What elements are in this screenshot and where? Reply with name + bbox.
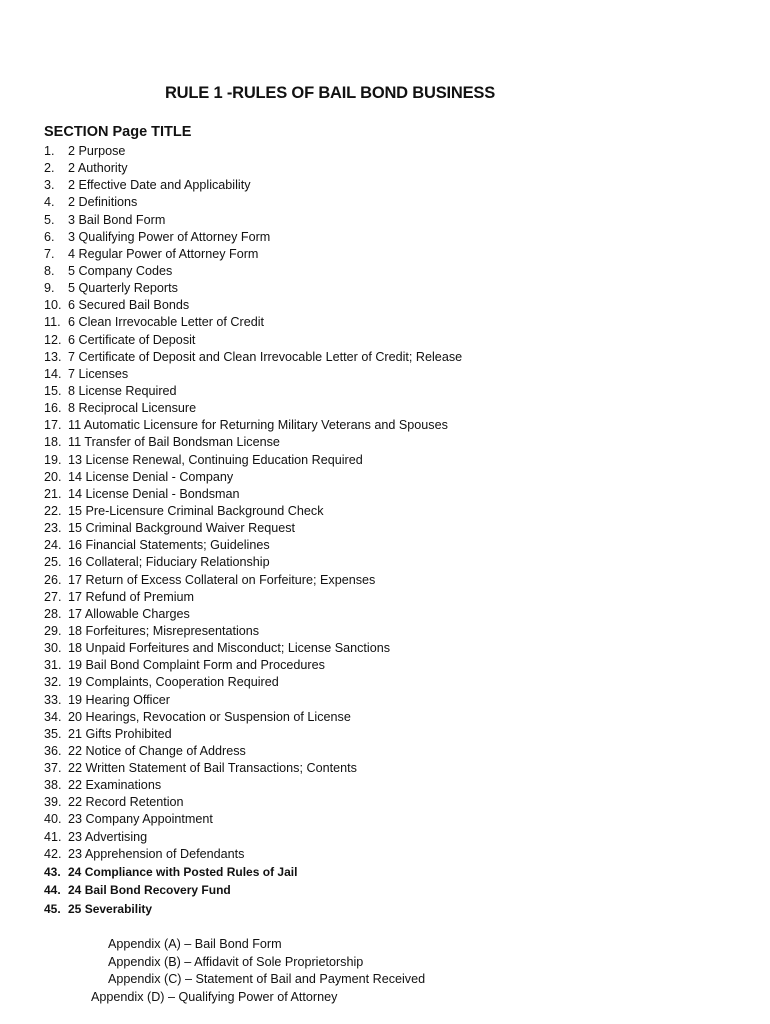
toc-item-page: 19 <box>68 675 83 690</box>
toc-item <box>44 400 462 417</box>
toc-item-title: Authority <box>77 161 128 176</box>
toc-item <box>44 589 462 606</box>
toc-item-page: 20 <box>68 709 83 724</box>
toc-item-title: Unpaid Forfeitures and Misconduct; License Sanctions <box>85 641 391 656</box>
toc-item-title: License Denial - Company <box>85 469 234 484</box>
toc-item-page: 2 <box>68 144 76 158</box>
toc-item <box>44 263 462 280</box>
toc-item <box>44 366 462 383</box>
toc-item-title: Bail Bond Form <box>78 212 166 227</box>
toc-item-number: 1. <box>44 144 55 158</box>
toc-item-number: 39. <box>44 795 62 810</box>
toc-item-title: Certificate of Deposit <box>78 332 196 347</box>
appendix-item: Appendix (D) – Qualifying Power of Attorney <box>91 989 338 1004</box>
toc-item-page: 22 <box>68 743 83 758</box>
toc-item-page: 18 <box>68 623 83 638</box>
toc-item <box>44 829 462 846</box>
toc-item <box>44 143 462 160</box>
toc-item-page: 8 <box>68 401 76 416</box>
toc-item <box>44 383 462 400</box>
toc-item <box>44 177 462 194</box>
toc-item-number: 8. <box>44 263 55 278</box>
toc-item-number: 14. <box>44 366 62 381</box>
toc-item-page: 25 <box>68 901 82 916</box>
toc-item-page: 4 <box>68 246 76 261</box>
toc-item-number: 7. <box>44 246 55 261</box>
toc-item-page: 22 <box>68 761 83 776</box>
toc-item-page: 17 <box>68 589 83 604</box>
section-heading: SECTION Page TITLE <box>44 124 192 140</box>
toc-item-title: Reciprocal Licensure <box>78 401 197 416</box>
toc-item-number: 34. <box>44 709 62 724</box>
toc-item-title: Transfer of Bail Bondsman License <box>84 435 280 450</box>
toc-item-page: 16 <box>68 555 83 570</box>
toc-item <box>44 349 462 366</box>
toc-item-number: 41. <box>44 829 62 844</box>
toc-item <box>44 554 462 571</box>
toc-item-title: Record Retention <box>85 795 184 810</box>
toc-item-page: 7 <box>68 349 76 364</box>
toc-item-number: 23. <box>44 521 62 536</box>
toc-item <box>44 520 462 537</box>
toc-item-page: 14 <box>68 486 83 501</box>
toc-item <box>44 486 462 503</box>
toc-item-page: 17 <box>68 606 83 621</box>
toc-item <box>44 212 462 229</box>
toc-item-page: 11 <box>68 435 82 450</box>
toc-item-page: 24 <box>68 864 82 879</box>
toc-item-number: 19. <box>44 452 62 467</box>
toc-item-page: 6 <box>68 332 76 347</box>
toc-item-title: Company Appointment <box>85 812 213 827</box>
toc-item-number: 33. <box>44 692 62 707</box>
toc-item-page: 21 <box>68 726 83 741</box>
toc-item <box>44 760 462 777</box>
toc-item-title: Collateral; Fiduciary Relationship <box>85 555 270 570</box>
toc-item-number: 3. <box>44 178 55 193</box>
toc-item-page: 3 <box>68 212 76 227</box>
toc-item-number: 35. <box>44 726 62 741</box>
toc-item-page: 6 <box>68 298 76 313</box>
toc-item-title: Forfeitures; Misrepresentations <box>85 623 260 638</box>
toc-item-title: Quarterly Reports <box>78 281 178 296</box>
toc-item-title: License Denial - Bondsman <box>85 486 240 501</box>
toc-item-number: 18. <box>44 435 62 450</box>
toc-item <box>44 417 462 434</box>
toc-item <box>44 160 462 177</box>
toc-item-title: Written Statement of Bail Transactions; Contents <box>85 761 357 776</box>
toc-item-page: 14 <box>68 469 83 484</box>
toc-item-title: Examinations <box>85 778 162 793</box>
toc-item-number: 32. <box>44 675 62 690</box>
toc-item <box>44 297 462 314</box>
toc-item <box>44 811 462 828</box>
toc-item-title: Bail Bond Complaint Form and Procedures <box>85 658 325 673</box>
toc-item-number: 21. <box>44 486 62 501</box>
toc-item-title: License Renewal, Continuing Education Required <box>85 452 363 467</box>
toc-item <box>44 657 462 674</box>
toc-item <box>44 503 462 520</box>
appendix-item: Appendix (B) – Affidavit of Sole Proprietorship <box>108 954 364 969</box>
toc-item-page: 22 <box>68 795 83 810</box>
toc-item-title: Refund of Premium <box>85 589 195 604</box>
toc-item <box>44 777 462 794</box>
toc-item-page: 2 <box>68 178 76 193</box>
toc-item-title: Return of Excess Collateral on Forfeiture; Expenses <box>85 572 376 587</box>
toc-item <box>44 537 462 554</box>
toc-item-page: 24 <box>68 883 82 898</box>
toc-item-page: 19 <box>68 692 83 707</box>
toc-item-page: 18 <box>68 641 83 656</box>
toc-item-number: 40. <box>44 812 62 827</box>
toc-item-title: Pre-Licensure Criminal Background Check <box>85 503 324 518</box>
toc-item-page: 17 <box>68 572 83 587</box>
toc-item <box>44 452 462 469</box>
toc-item-number: 16. <box>44 401 62 416</box>
toc-item <box>44 280 462 297</box>
toc-item <box>44 743 462 760</box>
toc-item-page: 8 <box>68 383 76 398</box>
toc-item-page: 7 <box>68 366 76 381</box>
toc-item-title: Hearings, Revocation or Suspension of License <box>85 709 351 724</box>
toc-item-number: 25. <box>44 555 62 570</box>
toc-item-page: 19 <box>68 658 83 673</box>
toc-item-title: Gifts Prohibited <box>85 726 172 741</box>
toc-item-title: Financial Statements; Guidelines <box>85 538 270 553</box>
toc-item <box>44 709 462 726</box>
toc-item-page: 15 <box>68 521 83 536</box>
toc-item-title: Hearing Officer <box>85 692 170 707</box>
toc-item-title: Complaints, Cooperation Required <box>85 675 279 690</box>
toc-item-number: 29. <box>44 623 62 638</box>
toc-item-page: 2 <box>68 161 76 176</box>
toc-item <box>44 606 462 623</box>
toc-item <box>44 863 462 882</box>
toc-item-page: 6 <box>68 315 76 330</box>
toc-item-number: 6. <box>44 229 55 244</box>
toc-item-number: 38. <box>44 778 62 793</box>
appendix-item: Appendix (C) – Statement of Bail and Payment Received <box>108 972 426 987</box>
toc-item-number: 5. <box>44 212 55 227</box>
toc-item-number: 11. <box>44 315 61 330</box>
toc-item-number: 13. <box>44 349 62 364</box>
toc-item <box>44 726 462 743</box>
toc-item-title: Qualifying Power of Attorney Form <box>78 229 271 244</box>
toc-item-number: 15. <box>44 383 62 398</box>
toc-item-title: Bail Bond Recovery Fund <box>84 883 231 898</box>
toc-item-page: 5 <box>68 263 76 278</box>
toc-item-number: 45. <box>44 901 61 916</box>
toc-item-title: Licenses <box>78 366 129 381</box>
toc-item-number: 22. <box>44 503 62 518</box>
toc-item-page: 13 <box>68 452 83 467</box>
toc-item-number: 9. <box>44 281 55 296</box>
toc-item-title: Criminal Background Waiver Request <box>85 521 296 536</box>
toc-item-page: 23 <box>68 829 83 844</box>
toc-item-number: 4. <box>44 195 55 210</box>
toc-item-title: Clean Irrevocable Letter of Credit <box>78 315 265 330</box>
toc-item-title: Severability <box>84 901 153 916</box>
toc-item-number: 31. <box>44 658 62 673</box>
toc-item-number: 37. <box>44 761 62 776</box>
toc-item-page: 2 <box>68 195 76 210</box>
toc-item-number: 17. <box>44 418 62 433</box>
toc-item-number: 43. <box>44 864 61 879</box>
toc-item-title: Advertising <box>84 829 148 844</box>
toc-item-number: 24. <box>44 538 62 553</box>
toc-item <box>44 314 462 331</box>
toc-item-title: Certificate of Deposit and Clean Irrevocable Letter of Credit; Release <box>78 349 463 364</box>
toc-item <box>44 194 462 211</box>
toc-item <box>44 572 462 589</box>
toc-item-title: Definitions <box>78 195 138 210</box>
toc-item-number: 12. <box>44 332 62 347</box>
toc-item <box>44 332 462 349</box>
toc-item-number: 27. <box>44 589 62 604</box>
toc-item-page: 11 <box>68 418 82 433</box>
toc-item <box>44 846 462 863</box>
appendix-list <box>0 936 425 1006</box>
toc-item-number: 10. <box>44 298 62 313</box>
toc-item-title: Allowable Charges <box>84 606 190 621</box>
toc-item-title: Apprehension of Defendants <box>84 846 245 861</box>
toc-item-title: Effective Date and Applicability <box>78 178 251 193</box>
toc-item-page: 3 <box>68 229 76 244</box>
toc-item-page: 16 <box>68 538 83 553</box>
appendix-item: Appendix (A) – Bail Bond Form <box>108 937 282 951</box>
toc-item <box>44 900 462 919</box>
toc-item-page: 15 <box>68 503 83 518</box>
toc-item <box>44 674 462 691</box>
toc-item-title: Automatic Licensure for Returning Military Veterans and Spouses <box>83 418 448 433</box>
toc-item-title: Regular Power of Attorney Form <box>78 246 259 261</box>
toc-item-number: 42. <box>44 846 62 861</box>
toc-item-title: Compliance with Posted Rules of Jail <box>84 864 298 879</box>
toc-item <box>44 794 462 811</box>
toc-item-title: License Required <box>78 383 177 398</box>
toc-item <box>44 434 462 451</box>
toc-item <box>44 469 462 486</box>
toc-item-number: 30. <box>44 641 62 656</box>
toc-item-page: 5 <box>68 281 76 296</box>
toc-item <box>44 692 462 709</box>
toc-item <box>44 229 462 246</box>
toc-item-title: Company Codes <box>78 263 173 278</box>
toc-item-page: 22 <box>68 778 83 793</box>
toc-item <box>44 246 462 263</box>
toc-item-page: 23 <box>68 846 83 861</box>
table-of-contents <box>44 143 462 918</box>
toc-item-title: Notice of Change of Address <box>85 743 246 758</box>
toc-item-page: 23 <box>68 812 83 827</box>
toc-item-number: 28. <box>44 606 62 621</box>
toc-item-title: Purpose <box>78 144 126 158</box>
toc-item-number: 2. <box>44 161 55 176</box>
page-title: RULE 1 -RULES OF BAIL BOND BUSINESS <box>164 84 496 102</box>
toc-item-title: Secured Bail Bonds <box>78 298 190 313</box>
toc-item-number: 44. <box>44 883 61 898</box>
toc-item-number: 26. <box>44 572 62 587</box>
toc-item-number: 20. <box>44 469 62 484</box>
toc-item-number: 36. <box>44 743 62 758</box>
toc-item <box>44 881 462 900</box>
toc-item <box>44 623 462 640</box>
toc-item <box>44 640 462 657</box>
